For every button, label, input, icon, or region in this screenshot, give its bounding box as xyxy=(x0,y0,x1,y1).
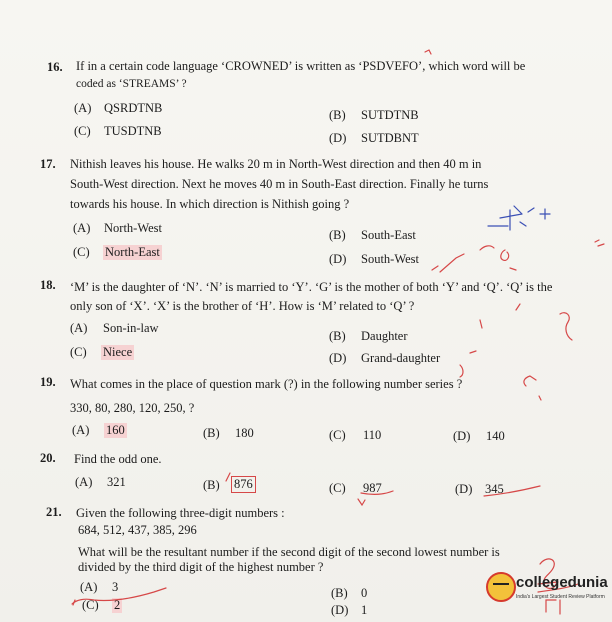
q18-text-line2: only son of ‘X’. ‘X’ is the brother of ‘H’. How is ‘M’ related to ‘Q’ ? xyxy=(70,299,415,313)
q17-option-a: North-West xyxy=(104,221,163,235)
q16-text-line1: If in a certain code language ‘CROWNED’ is written as ‘PSDVEFO’, which word will be xyxy=(76,59,526,73)
q20-option-a: 321 xyxy=(107,475,126,489)
mascot-icon xyxy=(486,572,516,602)
q18-option-d-label: (D) xyxy=(329,351,347,365)
q19-option-a-highlighted: 160 xyxy=(106,423,125,437)
q18-option-a-label: (A) xyxy=(70,321,88,335)
q17-text-line2: South-West direction. Next he moves 40 m in South-East direction. Finally he turns xyxy=(70,177,489,191)
pen-dash xyxy=(510,268,516,270)
pen-question-mark xyxy=(560,313,572,340)
q16-option-d-label: (D) xyxy=(329,131,347,145)
pen-circle-mark xyxy=(501,250,509,260)
q20-option-c: 987 xyxy=(363,481,382,495)
q19-series: 330, 80, 280, 120, 250, ? xyxy=(70,401,195,415)
pen-check-mark xyxy=(358,499,365,505)
pen-curve xyxy=(480,246,494,250)
pen-dash xyxy=(470,351,476,353)
q16-option-d: SUTDBNT xyxy=(361,131,419,145)
q21-option-b: 0 xyxy=(361,586,368,600)
q19-option-b: 180 xyxy=(235,426,254,440)
pen-mark xyxy=(425,50,431,54)
q16-option-a-label: (A) xyxy=(74,101,92,115)
pen-mark xyxy=(524,376,536,386)
q18-option-b-label: (B) xyxy=(329,329,346,343)
q17-number: 17. xyxy=(40,157,56,171)
q16-text-line2: coded as ‘STREAMS’ ? xyxy=(76,78,187,90)
q18-option-d: Grand-daughter xyxy=(361,351,441,365)
q20-number: 20. xyxy=(40,451,56,465)
logo-tagline: India's Largest Student Review Platform xyxy=(516,594,605,600)
pen-arrow xyxy=(432,254,464,272)
pen-direction-sketch xyxy=(500,206,534,230)
q21-option-a: 3 xyxy=(112,580,119,594)
q17-text-line1: Nithish leaves his house. He walks 20 m in North-West direction and then 40 m in xyxy=(70,157,482,171)
q19-option-b-label: (B) xyxy=(203,426,220,440)
pen-tick xyxy=(539,396,541,400)
q20-option-d-label: (D) xyxy=(455,482,473,496)
q18-option-a: Son-in-law xyxy=(103,321,159,335)
q18-option-c-highlighted: Niece xyxy=(103,345,133,359)
q19-option-c: 110 xyxy=(363,428,382,442)
q21-numbers: 684, 512, 437, 385, 296 xyxy=(78,523,197,537)
q20-option-a-label: (A) xyxy=(75,475,93,489)
q19-option-a-label: (A) xyxy=(72,423,90,437)
q17-option-c-highlighted: North-East xyxy=(105,245,160,259)
q21-text-line4: divided by the third digit of the highest number ? xyxy=(78,560,324,574)
q17-option-d-label: (D) xyxy=(329,252,347,266)
pen-direction-sketch xyxy=(540,209,550,219)
pen-tick xyxy=(226,473,230,481)
pen-tick xyxy=(516,304,520,310)
q16-option-a: QSRDTNB xyxy=(104,101,163,115)
logo-name: collegedunia xyxy=(516,574,608,591)
q21-text-line3: What will be the resultant number if the second digit of the second lowest number is xyxy=(78,545,500,559)
q20-text: Find the odd one. xyxy=(74,452,162,466)
q17-option-d: South-West xyxy=(361,252,420,266)
q18-number: 18. xyxy=(40,278,56,292)
q21-number: 21. xyxy=(46,505,62,519)
q17-text-line3: towards his house. In which direction is Nithish going ? xyxy=(70,197,350,211)
q21-option-d-label: (D) xyxy=(331,603,349,617)
q21-text-line1: Given the following three-digit numbers : xyxy=(76,506,285,520)
q17-option-b-label: (B) xyxy=(329,228,346,242)
q21-option-d: 1 xyxy=(361,603,368,617)
q19-option-c-label: (C) xyxy=(329,428,346,442)
pen-margin-note xyxy=(595,240,604,246)
pen-tick xyxy=(73,600,75,605)
q18-option-c-label: (C) xyxy=(70,345,87,359)
q20-option-b-boxed: 876 xyxy=(231,476,256,493)
q20-option-c-label: (C) xyxy=(329,481,346,495)
q20-option-b-label: (B) xyxy=(203,478,220,492)
q18-text-line1: ‘M’ is the daughter of ‘N’. ‘N’ is married to ‘Y’. ‘G’ is the mother of both ‘Y’ and ‘Q’. ‘Q’ is the xyxy=(70,280,553,294)
q17-option-a-label: (A) xyxy=(73,221,91,235)
q18-option-b: Daughter xyxy=(361,329,408,343)
pen-tick xyxy=(480,320,482,328)
q19-option-d: 140 xyxy=(486,429,505,443)
q16-option-b: SUTDTNB xyxy=(361,108,419,122)
q19-text-line1: What comes in the place of question mark (?) in the following number series ? xyxy=(70,377,463,391)
q16-option-c: TUSDTNB xyxy=(104,124,162,138)
q21-option-c-label: (C) xyxy=(82,598,99,612)
q16-number: 16. xyxy=(47,60,63,74)
q19-option-d-label: (D) xyxy=(453,429,471,443)
q19-number: 19. xyxy=(40,375,56,389)
q16-option-b-label: (B) xyxy=(329,108,346,122)
q20-option-d: 345 xyxy=(485,482,504,496)
pen-curve xyxy=(460,365,463,377)
q21-option-c-highlighted: 2 xyxy=(114,598,121,612)
collegedunia-logo xyxy=(486,570,608,610)
q16-option-c-label: (C) xyxy=(74,124,91,138)
q17-option-b: South-East xyxy=(361,228,416,242)
q21-option-a-label: (A) xyxy=(80,580,98,594)
q17-option-c-label: (C) xyxy=(73,245,90,259)
q21-option-b-label: (B) xyxy=(331,586,348,600)
